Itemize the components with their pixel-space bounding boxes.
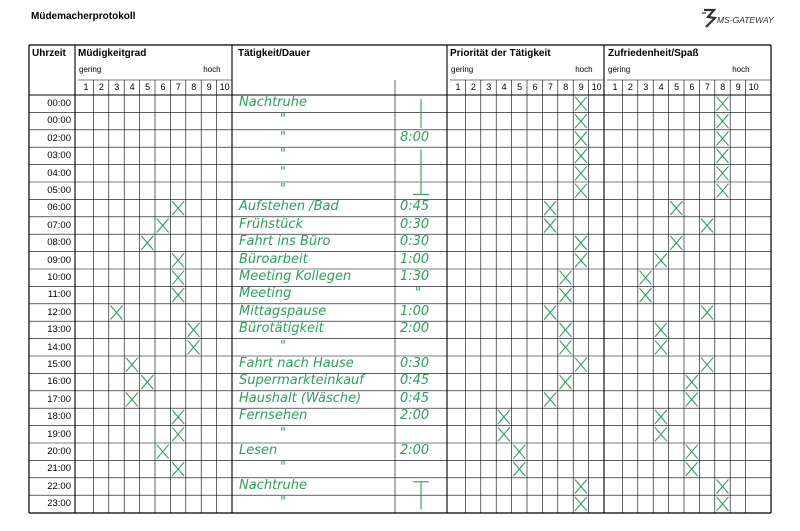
scale-number-tiredness: 7	[175, 82, 181, 92]
scale-high-satisfaction: hoch	[732, 65, 750, 74]
tiredness-mark	[172, 427, 184, 441]
scale-number-tiredness: 1	[83, 82, 89, 92]
scale-number-priority: 9	[578, 82, 584, 92]
satisfaction-mark	[670, 236, 682, 250]
time-cell: 16:00	[47, 376, 71, 388]
tiredness-mark	[172, 288, 184, 302]
header-activity: Tätigkeit/Dauer	[238, 48, 311, 59]
satisfaction-mark	[655, 253, 667, 267]
tiredness-mark	[111, 306, 123, 320]
satisfaction-mark	[717, 480, 729, 494]
activity-cell: "	[280, 460, 286, 476]
duration-cell: 0:30	[400, 356, 430, 371]
scale-number-satisfaction: 6	[689, 82, 695, 92]
duration-cell: 1:00	[400, 303, 430, 319]
priority-mark	[513, 462, 525, 476]
tiredness-mark	[157, 445, 169, 459]
activity-cell: Bürotätigkeit	[239, 321, 324, 337]
tiredness-mark	[141, 236, 153, 250]
activity-cell: "	[280, 495, 286, 511]
satisfaction-mark	[655, 340, 667, 354]
activity-cell: Fahrt nach Hause	[239, 356, 354, 371]
scale-number-tiredness: 5	[145, 82, 151, 92]
time-cell: 00:00	[47, 98, 71, 109]
duration-cell: 1:30	[400, 269, 430, 284]
scale-number-tiredness: 8	[191, 82, 197, 92]
activity-cell: Nachtruhe	[239, 477, 307, 493]
activity-cell: "	[280, 425, 286, 441]
activity-cell: "	[280, 129, 286, 145]
scale-high-tiredness: hoch	[203, 65, 221, 74]
time-cell: 10:00	[47, 272, 71, 283]
priority-mark	[575, 253, 587, 267]
activity-cell: Lesen	[239, 443, 278, 458]
header-satisfaction: Zufriedenheit/Spaß	[608, 48, 699, 59]
scale-number-priority: 7	[547, 82, 553, 92]
duration-cell: 1:00	[400, 251, 430, 267]
priority-mark	[544, 201, 556, 215]
time-cell: 09:00	[47, 254, 71, 266]
activity-cell: Mittagspause	[239, 303, 327, 319]
satisfaction-mark	[686, 462, 698, 476]
header-tiredness: Müdigkeitgrad	[78, 48, 147, 59]
activity-cell: Büroarbeit	[239, 251, 308, 267]
tiredness-mark	[172, 462, 184, 476]
tiredness-mark	[126, 358, 138, 372]
duration-cell: 0:30	[400, 234, 430, 250]
scale-number-tiredness: 10	[219, 82, 230, 92]
satisfaction-mark	[701, 219, 713, 233]
time-cell: 22:00	[47, 480, 71, 492]
satisfaction-mark	[670, 201, 682, 215]
priority-mark	[498, 427, 510, 441]
time-cell: 20:00	[47, 446, 71, 457]
activity-cell: Meeting	[239, 286, 292, 302]
duration-cell: 0:45	[400, 390, 430, 406]
satisfaction-mark	[655, 427, 667, 441]
header-priority: Priorität der Tätigkeit	[450, 48, 551, 59]
duration-cell: 0:45	[400, 199, 430, 215]
duration-cell: 0:30	[400, 216, 430, 232]
duration-cell: 0:45	[400, 373, 430, 389]
priority-mark	[575, 97, 587, 111]
scale-number-tiredness: 4	[129, 82, 135, 92]
priority-mark	[544, 306, 556, 320]
header-time: Uhrzeit	[32, 48, 66, 59]
time-cell: 19:00	[47, 428, 71, 440]
scale-number-tiredness: 3	[114, 82, 120, 92]
activity-cell: Haushalt (Wäsche)	[239, 390, 362, 406]
satisfaction-mark	[640, 271, 652, 285]
time-cell: 18:00	[47, 411, 71, 423]
tiredness-mark	[188, 323, 200, 337]
activity-cell: Frühstück	[239, 216, 304, 232]
time-cell: 06:00	[47, 202, 71, 214]
satisfaction-mark	[686, 375, 698, 389]
scale-low-tiredness: gering	[79, 65, 102, 74]
satisfaction-mark	[717, 497, 729, 511]
time-cell: 23:00	[47, 498, 71, 510]
tiredness-mark	[172, 410, 184, 424]
scale-number-satisfaction: 3	[643, 82, 649, 92]
time-cell: 13:00	[47, 324, 71, 336]
priority-mark	[560, 288, 572, 302]
duration-cell: "	[415, 286, 421, 302]
satisfaction-mark	[686, 393, 698, 407]
priority-mark	[575, 132, 587, 146]
time-cell: 02:00	[47, 132, 71, 144]
scale-number-priority: 1	[455, 82, 461, 92]
scale-low-priority: gering	[451, 65, 474, 74]
scale-number-tiredness: 9	[206, 82, 212, 92]
scale-number-tiredness: 2	[98, 82, 104, 92]
priority-mark	[560, 323, 572, 337]
scale-number-tiredness: 6	[160, 82, 166, 92]
priority-mark	[575, 236, 587, 250]
scale-number-satisfaction: 10	[748, 82, 759, 92]
scale-number-satisfaction: 2	[627, 82, 633, 92]
scale-number-satisfaction: 7	[704, 82, 710, 92]
scale-number-priority: 6	[532, 82, 538, 92]
tiredness-mark	[126, 393, 138, 407]
priority-mark	[575, 497, 587, 511]
priority-mark	[560, 340, 572, 354]
scale-number-priority: 3	[486, 82, 492, 92]
scale-number-priority: 8	[563, 82, 569, 92]
priority-mark	[560, 271, 572, 285]
time-cell: 05:00	[47, 185, 71, 196]
tiredness-mark	[172, 253, 184, 267]
activity-cell: Aufstehen /Bad	[239, 199, 339, 215]
priority-mark	[575, 480, 587, 494]
document-title: Müdemacherprotokoll	[31, 11, 136, 22]
satisfaction-mark	[717, 149, 729, 163]
priority-mark	[513, 445, 525, 459]
time-cell: 11:00	[47, 289, 71, 301]
satisfaction-mark	[717, 166, 729, 180]
tiredness-mark	[141, 375, 153, 389]
activity-cell: "	[280, 112, 286, 128]
activity-cell: Fahrt ins Büro	[239, 234, 331, 250]
logo-text: MS-GATEWAY	[717, 15, 774, 25]
duration-cell: 2:00	[400, 443, 430, 458]
time-cell: 07:00	[47, 219, 71, 231]
priority-mark	[575, 114, 587, 128]
satisfaction-mark	[655, 410, 667, 424]
time-cell: 21:00	[47, 463, 71, 475]
tiredness-mark	[188, 340, 200, 354]
scale-number-satisfaction: 8	[720, 82, 726, 92]
priority-mark	[544, 393, 556, 407]
duration-cell: 8:00	[400, 129, 430, 145]
tiredness-mark	[157, 219, 169, 233]
activity-cell: Fernsehen	[239, 408, 308, 424]
scale-number-priority: 5	[517, 82, 523, 92]
time-cell: 03:00	[47, 150, 71, 162]
time-cell: 04:00	[47, 167, 71, 179]
duration-cell: 2:00	[400, 408, 430, 424]
scale-number-satisfaction: 9	[735, 82, 741, 92]
satisfaction-mark	[717, 132, 729, 146]
activity-cell: Nachtruhe	[239, 95, 307, 110]
satisfaction-mark	[686, 445, 698, 459]
activity-cell: "	[280, 338, 286, 354]
time-cell: 14:00	[47, 341, 71, 353]
activity-cell: "	[280, 164, 286, 180]
time-cell: 15:00	[47, 359, 71, 370]
satisfaction-mark	[640, 288, 652, 302]
time-cell: 00:00	[47, 115, 71, 127]
scale-number-priority: 2	[470, 82, 476, 92]
priority-mark	[575, 358, 587, 372]
time-cell: 17:00	[47, 393, 71, 405]
time-cell: 12:00	[47, 306, 71, 318]
tiredness-mark	[172, 271, 184, 285]
activity-cell: "	[280, 147, 286, 163]
scale-low-satisfaction: gering	[608, 65, 631, 74]
satisfaction-mark	[717, 97, 729, 111]
activity-cell: "	[280, 182, 286, 197]
satisfaction-mark	[717, 114, 729, 128]
priority-mark	[498, 410, 510, 424]
scale-number-satisfaction: 5	[674, 82, 680, 92]
satisfaction-mark	[717, 184, 729, 198]
activity-cell: Supermarkteinkauf	[239, 373, 364, 389]
satisfaction-mark	[701, 306, 713, 320]
priority-mark	[575, 184, 587, 198]
duration-cell: 2:00	[400, 321, 430, 337]
scale-number-satisfaction: 4	[658, 82, 664, 92]
priority-mark	[544, 219, 556, 233]
satisfaction-mark	[701, 358, 713, 372]
scale-high-priority: hoch	[575, 65, 593, 74]
priority-mark	[575, 166, 587, 180]
scale-number-priority: 10	[591, 82, 602, 92]
satisfaction-mark	[655, 323, 667, 337]
priority-mark	[575, 149, 587, 163]
priority-mark	[560, 375, 572, 389]
activity-cell: Meeting Kollegen	[239, 269, 352, 284]
tiredness-mark	[172, 201, 184, 215]
time-cell: 08:00	[47, 237, 71, 249]
scale-number-priority: 4	[501, 82, 507, 92]
scale-number-satisfaction: 1	[612, 82, 618, 92]
